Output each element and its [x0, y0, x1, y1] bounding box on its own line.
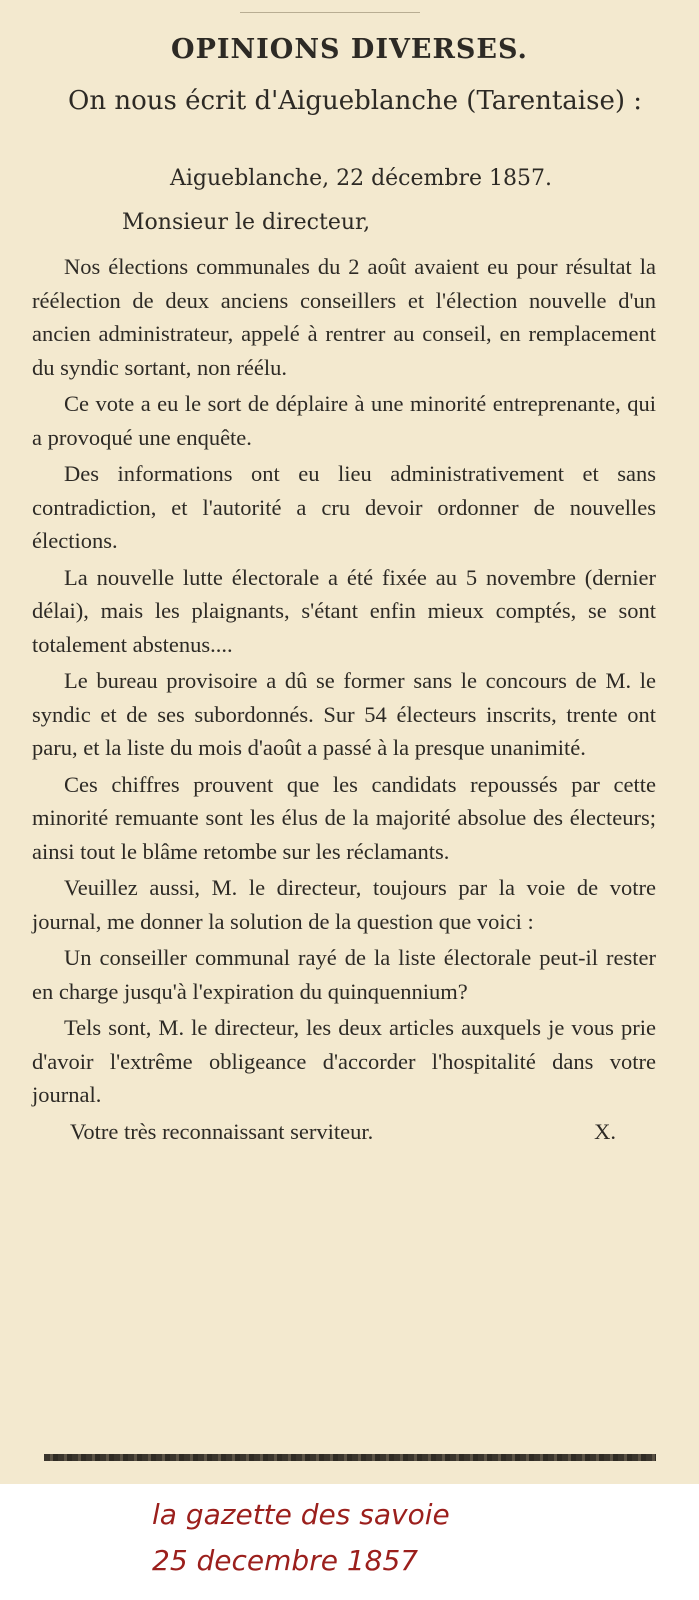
letter-salutation: Monsieur le directeur,	[122, 210, 371, 235]
article-intro: On nous écrit d'Aigueblanche (Tarentaise) :	[68, 86, 642, 116]
paragraph-3: Des informations ont eu lieu administrativement et sans contradiction, et l'autorité a cru devoir ordonner de nouvelles élections.	[32, 461, 656, 553]
letter-signoff	[32, 1115, 656, 1149]
paragraph-6: Ces chiffres prouvent que les candidats repoussés par cette minorité remuante sont les élus de la majorité absolue des électeurs; ainsi tout le blâme retombe sur les réclamants.	[32, 771, 656, 864]
article-heading: OPINIONS DIVERSES.	[171, 34, 528, 65]
paragraph-7: Veuillez aussi, M. le directeur, toujours par la voie de votre journal, me donner la solution de la question que voici :	[32, 875, 656, 934]
top-rule	[240, 12, 420, 13]
letter-signature: X.	[594, 1118, 616, 1144]
paragraph-8: Un conseiller communal rayé de la liste électorale peut-il rester en charge jusqu'à l'expiration du quinquennium?	[32, 945, 656, 1004]
letter-body	[32, 250, 656, 1148]
paragraph-5: Le bureau provisoire a dû se former sans le concours de M. le syndic et de ses subordonnés. Sur 54 électeurs inscrits, trente ont paru, et la liste du mois d'août a passé à la presque unanimité.	[32, 668, 656, 760]
caption-source: la gazette des savoie	[152, 1498, 450, 1531]
caption-date: 25 decembre 1857	[152, 1544, 419, 1577]
letter-dateline: Aigueblanche, 22 décembre 1857.	[170, 166, 552, 191]
bottom-rule	[44, 1454, 656, 1461]
paragraph-1: Nos élections communales du 2 août avaient eu pour résultat la réélection de deux anciens conseillers et l'élection nouvelle d'un ancien administrateur, appelé à rentrer au conseil, en remplacement du syndic sortant, non réélu.	[32, 254, 656, 380]
letter-closing: Votre très reconnaissant serviteur.	[70, 1118, 374, 1144]
paragraph-4: La nouvelle lutte électorale a été fixée au 5 novembre (dernier délai), mais les plaignants, s'étant enfin mieux comptés, se sont totalement abstenus....	[32, 564, 656, 657]
paragraph-2: Ce vote a eu le sort de déplaire à une minorité entreprenante, qui a provoqué une enquête.	[32, 391, 656, 450]
paragraph-9: Tels sont, M. le directeur, les deux articles auxquels je vous prie d'avoir l'extrême obligeance d'accorder l'hospitalité dans votre journal.	[32, 1015, 656, 1107]
